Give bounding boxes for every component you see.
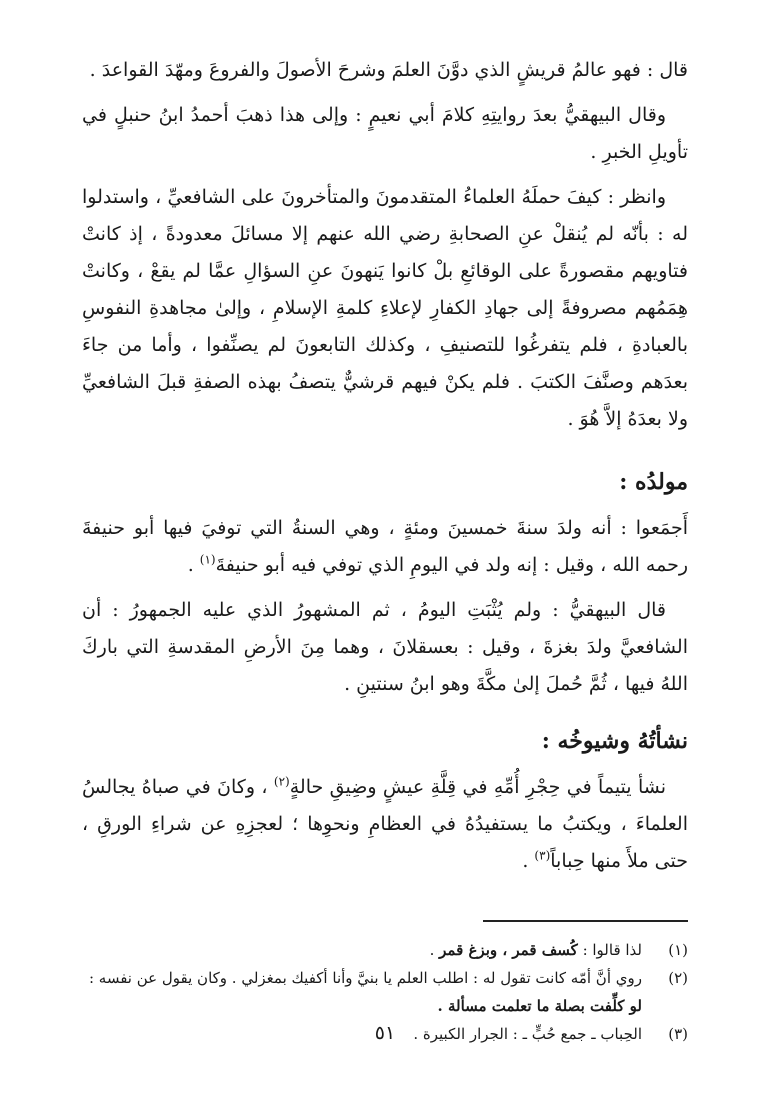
footnote-bold: لو كلِّفت بصلة ما تعلمت مسألة: [447, 997, 642, 1015]
footnote-ref-3[interactable]: (٣): [534, 848, 551, 863]
footnote-plain: لذا قالوا :: [577, 941, 642, 959]
footnote-ref-2[interactable]: (٢): [273, 774, 290, 789]
upbringing-paragraph: [82, 769, 688, 880]
birth-paragraph-1: [82, 510, 688, 584]
footnote-ref-1[interactable]: (١): [199, 552, 216, 567]
intro-paragraph-3: وانظر : كيفَ حملَهُ العلماءُ المتقدمونَ والمتأخرونَ على الشافعيِّ ، واستدلوا له : بأنّه لم يُنقلْ عنِ الصحابةِ رضي الله عنهم إلا مسائلَ معدودةً ، إذ كانتْ فتاويهم مقصورةً على الوقائعِ بلْ كانوا يَنهونَ عنِ السؤالِ عمَّا لم يقعْ ، وكانتْ هِمَمُهم مصروفةً إلى جهادِ الكفارِ لإعلاءِ كلمةِ الإسلامِ ، وإلىٰ مجاهدةِ النفوسِ بالعبادةِ ، فلم يتفرغُوا للتصنيفِ ، وكذلك التابعونَ لم يصنِّفوا ، وأما من جاءَ بعدَهم وصنَّفَ الكتبَ . فلم يكنْ فيهم قرشيٌّ يتصفُ بهذه الصفةِ قبلَ الشافعيِّ ولا بعدَهُ إلاَّ هُوَ .: [82, 186, 688, 430]
footnote-bold: كُسف قمر ، وبزغ قمر: [439, 941, 578, 959]
footnote-2: [82, 964, 688, 1020]
birth-paragraph-1-text: أَجمَعوا : أنه ولدَ سنةَ خمسينَ ومئةٍ ، وهي السنةُ التي توفيَ فيها أبو حنيفةَ رحمه الله ، وقيل : إنه ولد في اليومِ الذي توفي فيه أبو حنيفةَ: [82, 517, 688, 576]
footnote-number: (٣): [668, 1025, 688, 1043]
footnote-number: (٢): [668, 969, 688, 987]
upbringing-text-2: ، وكانَ في صباهُ يجالسُ العلماءَ ، ويكتبُ ما يستفيدُهُ في العظامِ ونحوِها ؛ لعجزِهِ عن شراءِ الورقِ ، حتى ملأَ منها حِباباً: [82, 776, 688, 872]
birth-paragraph-2: قال البيهقيُّ : ولم يُثْبَتِ اليومُ ، ثم المشهورُ الذي عليه الجمهورُ : أن الشافعيَّ ولدَ بغزةَ ، وقيل : بعسقلانَ ، وهما مِنَ الأرضِ المقدسةِ التي باركَ اللهُ فيها ، ثُمَّ حُملَ إلىٰ مكَّةَ وهو ابنُ سنتينِ .: [82, 599, 688, 695]
footnote-end: .: [437, 997, 448, 1015]
footnote-end: .: [429, 941, 440, 959]
footnote-divider: [483, 920, 688, 922]
footnote-bold-line: [82, 992, 642, 1020]
footnote-1: [82, 936, 688, 964]
section-heading-upbringing: نشأتُهُ وشيوخُه :: [541, 728, 688, 754]
footnote-text: [82, 964, 642, 1020]
intro-paragraph-1: قال : فهو عالمُ قريشٍ الذي دوَّنَ العلمَ وشرحَ الأصولَ والفروعَ ومهّدَ القواعدَ .: [89, 59, 688, 81]
footnote-plain: الحِباب ـ جمع حُبٍّ ـ : الجرار الكبيرة .: [413, 1025, 642, 1043]
birth-paragraph-1-end: .: [187, 554, 200, 576]
footnote-text: [82, 936, 642, 964]
upbringing-text-end: .: [522, 850, 535, 872]
intro-paragraph-2: وقال البيهقيُّ بعدَ روايتِهِ كلامَ أبي نعيمٍ : وإلى هذا ذهبَ أحمدُ ابنُ حنبلٍ في تأويلِ الخبرِ .: [82, 104, 688, 163]
upbringing-text-1: نشأ يتيماً في حِجْرِ أُمِّهِ في قِلَّةِ عيشٍ وضِيقِ حالةٍ: [289, 776, 666, 798]
section-heading-birth: مولدُه :: [619, 469, 688, 495]
footnote-plain: روي أنَّ أمّه كانت تقول له : اطلب العلم يا بنيَّ وأنا أكفيك بمغزلي . وكان يقول عن نفسه :: [88, 969, 642, 987]
page-number: ٥١: [374, 1022, 396, 1044]
footnote-number: (١): [668, 941, 688, 959]
